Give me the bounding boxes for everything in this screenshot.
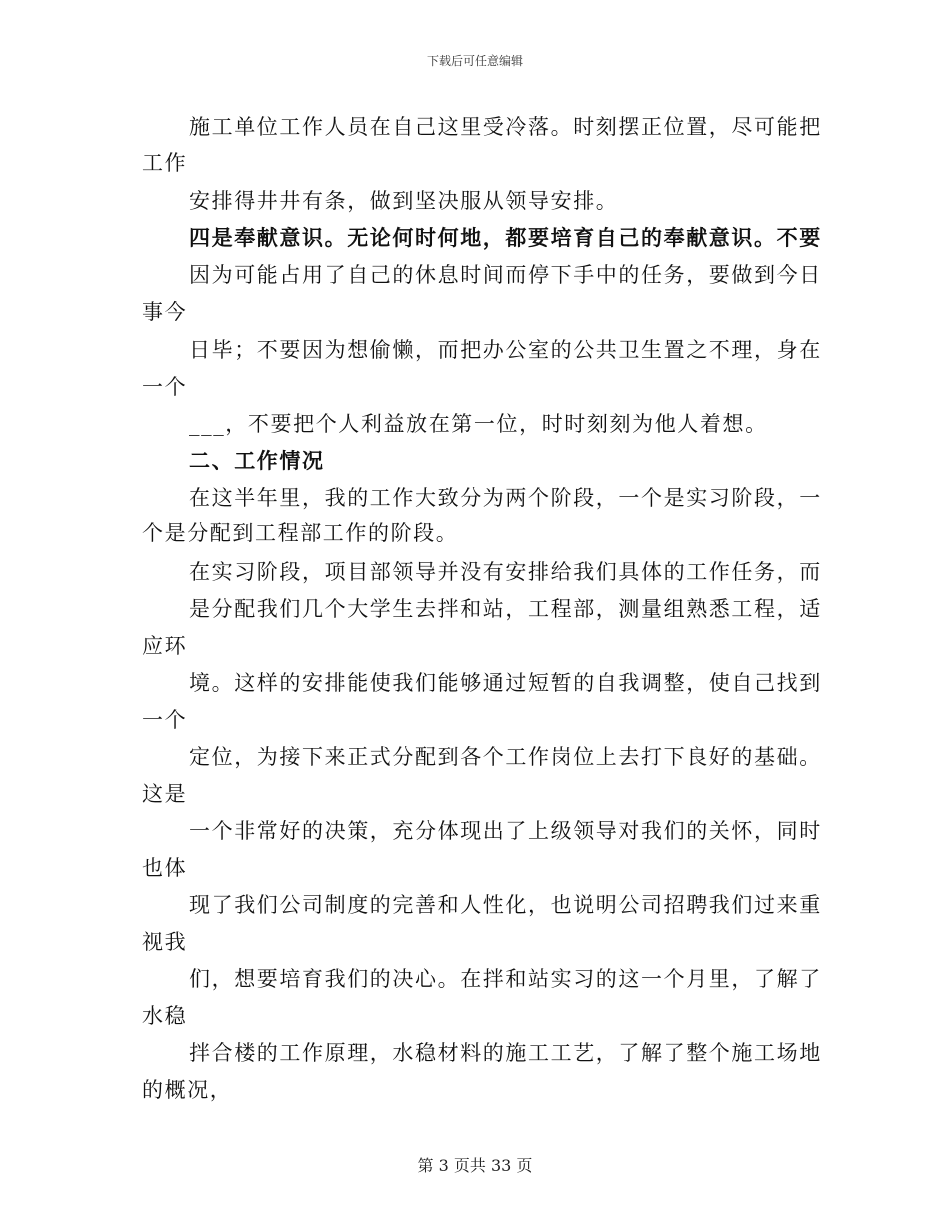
body-line: 是分配我们几个大学生去拌和站，工程部，测量组熟悉工程，适 — [189, 597, 822, 621]
section-heading: 二、工作情况 — [189, 448, 325, 473]
body-line: 安排得井井有条，做到坚决服从领导安排。 — [189, 189, 619, 213]
body-line: 拌合楼的工作原理，水稳材料的施工工艺，了解了整个施工场地 — [189, 1041, 822, 1065]
body-line: 因为可能占用了自己的休息时间而停下手中的任务，要做到今日 — [189, 263, 822, 287]
page-header: 下载后可任意编辑 — [426, 54, 523, 68]
body-line: 这是 — [142, 782, 188, 806]
body-line: 应环 — [142, 634, 188, 658]
body-line: 在这半年里，我的工作大致分为两个阶段，一个是实习阶段，一 — [189, 486, 822, 510]
body-line: 现了我们公司制度的完善和人性化，也说明公司招聘我们过来重 — [189, 893, 822, 917]
body-line: 水稳 — [142, 1004, 188, 1028]
body-line: 定位，为接下来正式分配到各个工作岗位上去打下良好的基础。 — [189, 745, 822, 769]
body-line: 日毕；不要因为想偷懒，而把办公室的公共卫生置之不理，身在 — [189, 338, 822, 362]
body-line: 一个非常好的决策，充分体现出了上级领导对我们的关怀，同时 — [189, 819, 822, 843]
body-line: 一个 — [142, 375, 188, 399]
body-line: 视我 — [142, 930, 188, 954]
body-line: 个是分配到工程部工作的阶段。 — [142, 521, 459, 545]
body-line: 施工单位工作人员在自己这里受冷落。时刻摆正位置，尽可能把 — [189, 115, 822, 139]
body-line: 工作 — [142, 151, 188, 175]
section-heading: 四是奉献意识。无论何时何地，都要培育自己的奉献意识。不要 — [189, 225, 822, 250]
body-line: 事今 — [142, 300, 188, 324]
body-line: 在实习阶段，项目部领导并没有安排给我们具体的工作任务，而 — [189, 560, 822, 584]
body-line: 的概况， — [142, 1078, 233, 1102]
body-line: 一个 — [142, 708, 188, 732]
page-footer: 第 3 页共 33 页 — [417, 1156, 533, 1175]
body-line: 们，想要培育我们的决心。在拌和站实习的这一个月里，了解了 — [189, 967, 822, 991]
body-line: 境。这样的安排能使我们能够通过短暂的自我调整，使自己找到 — [189, 671, 822, 695]
body-line: ___，不要把个人利益放在第一位，时时刻刻为他人着想。 — [189, 412, 768, 436]
body-line: 也体 — [142, 856, 188, 880]
